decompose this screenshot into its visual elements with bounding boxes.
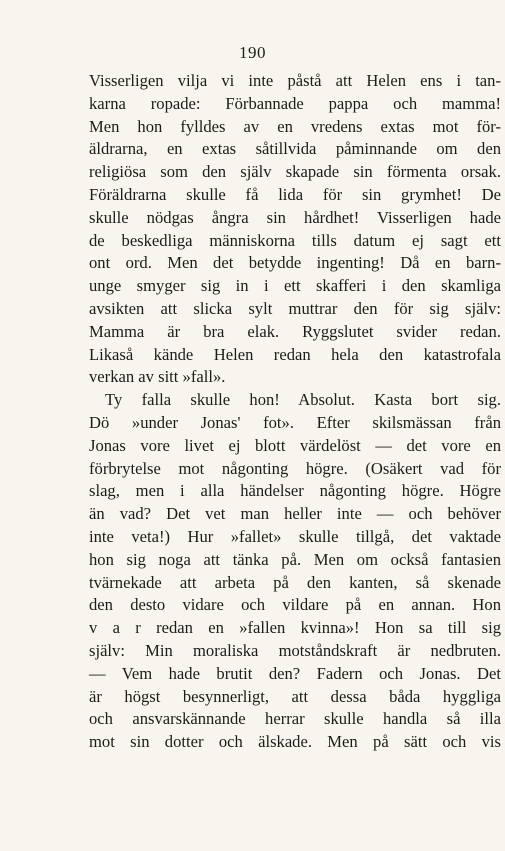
- text-line: förbrytelse mot någonting högre. (Osäkert vad för: [89, 458, 501, 478]
- text-line: Men hon fylldes av en vredens extas mot för-: [89, 116, 501, 136]
- text-line: hon sig noga att tänka på. Men om också fantasien: [89, 549, 501, 569]
- text-line: unge smyger sig in i ett skafferi i den skamliga: [89, 276, 501, 296]
- text-line: tvärnekade att arbeta på den kanten, så skenade: [89, 572, 501, 592]
- text-line: Ty falla skulle hon! Absolut. Kasta bort sig.: [105, 390, 501, 410]
- text-line: är högst besynnerligt, att dessa båda hyggliga: [89, 686, 501, 706]
- page-number: 190: [239, 43, 266, 62]
- text-line: mot sin dotter och älskade. Men på sätt och vis: [89, 732, 501, 752]
- text-line: än vad? Det vet man heller inte — och behöver: [89, 504, 501, 524]
- text-line: Jonas vore livet ej blott värdelöst — det vore en: [89, 435, 501, 455]
- text-line: karna ropade: Förbannade pappa och mamma!: [89, 93, 501, 113]
- text-line: religiösa som den själv skapade sin förmenta orsak.: [89, 162, 501, 182]
- text-line: ont ord. Men det betydde ingenting! Då en barn-: [89, 253, 501, 273]
- text-line: Dö »under Jonas' fot». Efter skilsmässan från: [89, 412, 501, 432]
- text-line: de beskedliga människorna tills datum ej sagt ett: [89, 230, 501, 250]
- text-line: — Vem hade brutit den? Fadern och Jonas. Det: [89, 663, 501, 683]
- text-line: inte veta!) Hur »fallet» skulle tillgå, det vaktade: [89, 526, 501, 546]
- text-line: Likaså kände Helen redan hela den katastrofala: [89, 344, 501, 364]
- text-line: slag, men i alla händelser någonting högre. Högre: [89, 481, 501, 501]
- text-line: avsikten att slicka sylt muttrar den för sig själv:: [89, 298, 501, 318]
- text-line: och ansvarskännande herrar skulle handla så illa: [89, 709, 501, 729]
- body-text: [89, 70, 501, 754]
- text-line: den desto vidare och vildare på en annan. Hon: [89, 595, 501, 615]
- text-line: skulle nödgas ångra sin hårdhet! Visserligen hade: [89, 207, 501, 227]
- text-line: äldrarna, en extas såtillvida påminnande om den: [89, 139, 501, 159]
- text-line: Mamma är bra elak. Ryggslutet svider redan.: [89, 321, 501, 341]
- text-line: själv: Min moraliska motståndskraft är nedbruten.: [89, 640, 501, 660]
- text-line: Visserligen vilja vi inte påstå att Helen ens i tan-: [89, 71, 501, 90]
- text-line: verkan av sitt »fall».: [89, 367, 226, 387]
- text-line: Föräldrarna skulle få lida för sin grymhet! De: [89, 184, 501, 204]
- text-line: v a r redan en »fallen kvinna»! Hon sa till sig: [89, 618, 501, 638]
